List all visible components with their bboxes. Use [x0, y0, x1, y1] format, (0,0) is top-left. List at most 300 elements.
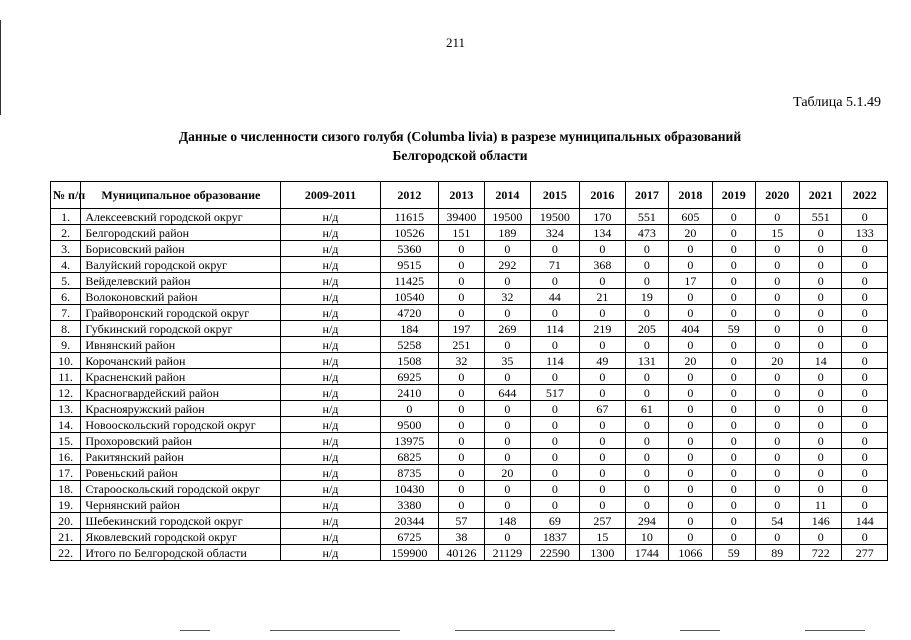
count-cell: 517 [531, 385, 580, 401]
count-cell: 605 [668, 209, 712, 225]
count-cell: 0 [668, 497, 712, 513]
count-cell: 722 [799, 545, 841, 561]
count-cell: 0 [484, 305, 531, 321]
count-cell: 0 [842, 465, 888, 481]
count-cell: 0 [842, 273, 888, 289]
count-cell: н/д [281, 433, 380, 449]
municipality-name: Краснояружский район [81, 401, 281, 417]
count-cell: 0 [579, 449, 626, 465]
table-row [51, 273, 888, 289]
count-cell: 551 [626, 209, 668, 225]
count-cell: 0 [439, 289, 484, 305]
count-cell: 0 [799, 289, 841, 305]
table-row [51, 481, 888, 497]
count-cell: 32 [439, 353, 484, 369]
row-number: 7. [51, 305, 81, 321]
table-row [51, 241, 888, 257]
count-cell: 49 [579, 353, 626, 369]
count-cell: 0 [713, 353, 755, 369]
count-cell: 0 [755, 497, 799, 513]
count-cell: 0 [799, 369, 841, 385]
count-cell: 0 [799, 417, 841, 433]
table-row [51, 465, 888, 481]
count-cell: 0 [799, 481, 841, 497]
count-cell: 0 [668, 401, 712, 417]
count-cell: 6825 [380, 449, 439, 465]
count-cell: 189 [484, 225, 531, 241]
header-year: 2019 [713, 182, 755, 209]
count-cell: 1508 [380, 353, 439, 369]
count-cell: 0 [439, 257, 484, 273]
header-year: 2016 [579, 182, 626, 209]
row-number: 12. [51, 385, 81, 401]
municipality-name: Прохоровский район [81, 433, 281, 449]
count-cell: 0 [531, 305, 580, 321]
count-cell: 0 [713, 481, 755, 497]
count-cell: 0 [713, 241, 755, 257]
table-row [51, 225, 888, 241]
count-cell: 0 [668, 481, 712, 497]
count-cell: н/д [281, 337, 380, 353]
row-number: 15. [51, 433, 81, 449]
count-cell: 368 [579, 257, 626, 273]
count-cell: 67 [579, 401, 626, 417]
count-cell: 324 [531, 225, 580, 241]
municipality-name: Вейделевский район [81, 273, 281, 289]
count-cell: 0 [531, 401, 580, 417]
count-cell: 38 [439, 529, 484, 545]
count-cell: н/д [281, 353, 380, 369]
count-cell: 0 [439, 401, 484, 417]
count-cell: 0 [484, 241, 531, 257]
count-cell: 133 [842, 225, 888, 241]
table-title [60, 127, 860, 165]
count-cell: 0 [439, 417, 484, 433]
count-cell: 114 [531, 353, 580, 369]
table-row [51, 305, 888, 321]
count-cell: 0 [579, 369, 626, 385]
count-cell: 10540 [380, 289, 439, 305]
count-cell: 8735 [380, 465, 439, 481]
count-cell: н/д [281, 321, 380, 337]
count-cell: 277 [842, 545, 888, 561]
count-cell: 0 [484, 481, 531, 497]
count-cell: 205 [626, 321, 668, 337]
count-cell: 0 [799, 273, 841, 289]
count-cell: 114 [531, 321, 580, 337]
count-cell: 0 [842, 289, 888, 305]
count-cell: 0 [439, 305, 484, 321]
count-cell: 1744 [626, 545, 668, 561]
count-cell: 0 [799, 401, 841, 417]
count-cell: 0 [713, 449, 755, 465]
count-cell: 0 [842, 529, 888, 545]
count-cell: 2410 [380, 385, 439, 401]
header-year: 2012 [380, 182, 439, 209]
count-cell: 0 [713, 401, 755, 417]
table-row [51, 401, 888, 417]
count-cell: 0 [799, 385, 841, 401]
count-cell: 0 [713, 433, 755, 449]
count-cell: 1837 [531, 529, 580, 545]
count-cell: 0 [668, 529, 712, 545]
count-cell: 0 [755, 529, 799, 545]
count-cell: 0 [380, 401, 439, 417]
table-row [51, 369, 888, 385]
count-cell: н/д [281, 529, 380, 545]
count-cell: 0 [579, 417, 626, 433]
count-cell: 0 [799, 257, 841, 273]
count-cell: 0 [799, 433, 841, 449]
row-number: 17. [51, 465, 81, 481]
count-cell: 0 [668, 369, 712, 385]
count-cell: 0 [579, 465, 626, 481]
count-cell: 19 [626, 289, 668, 305]
table-row [51, 513, 888, 529]
count-cell: 0 [626, 433, 668, 449]
count-cell: 0 [579, 481, 626, 497]
table-row [51, 321, 888, 337]
count-cell: 0 [842, 497, 888, 513]
count-cell: 0 [484, 449, 531, 465]
count-cell: 0 [668, 257, 712, 273]
count-cell: 59 [713, 321, 755, 337]
count-cell: 0 [842, 481, 888, 497]
municipality-name: Старооскольский городской округ [81, 481, 281, 497]
count-cell: 0 [842, 353, 888, 369]
count-cell: 0 [842, 209, 888, 225]
header-name: Муниципальное образование [81, 182, 281, 209]
table-row [51, 209, 888, 225]
count-cell: 159900 [380, 545, 439, 561]
count-cell: 144 [842, 513, 888, 529]
count-cell: н/д [281, 401, 380, 417]
count-cell: 0 [439, 241, 484, 257]
count-cell: н/д [281, 225, 380, 241]
count-cell: 251 [439, 337, 484, 353]
count-cell: 0 [439, 465, 484, 481]
count-cell: 0 [668, 449, 712, 465]
count-cell: 0 [626, 481, 668, 497]
count-cell: 0 [713, 337, 755, 353]
count-cell: н/д [281, 273, 380, 289]
count-cell: 0 [713, 385, 755, 401]
count-cell: 0 [626, 497, 668, 513]
row-number: 14. [51, 417, 81, 433]
count-cell: 0 [484, 497, 531, 513]
count-cell: 294 [626, 513, 668, 529]
count-cell: 0 [713, 417, 755, 433]
count-cell: 0 [626, 273, 668, 289]
count-cell: 551 [799, 209, 841, 225]
municipality-name: Волоконовский район [81, 289, 281, 305]
row-number: 1. [51, 209, 81, 225]
count-cell: н/д [281, 417, 380, 433]
count-cell: 0 [842, 385, 888, 401]
count-cell: 0 [713, 289, 755, 305]
count-cell: 22590 [531, 545, 580, 561]
count-cell: 0 [842, 369, 888, 385]
count-cell: 257 [579, 513, 626, 529]
count-cell: 11615 [380, 209, 439, 225]
count-cell: 0 [668, 433, 712, 449]
count-cell: 89 [755, 545, 799, 561]
header-year: 2013 [439, 182, 484, 209]
table-row [51, 545, 888, 561]
header-year: 2022 [842, 182, 888, 209]
count-cell: 0 [531, 481, 580, 497]
count-cell: 35 [484, 353, 531, 369]
count-cell: 0 [439, 273, 484, 289]
row-number: 9. [51, 337, 81, 353]
header-year: 2009-2011 [281, 182, 380, 209]
count-cell: 0 [713, 497, 755, 513]
municipality-name: Шебекинский городской округ [81, 513, 281, 529]
count-cell: 9515 [380, 257, 439, 273]
count-cell: 0 [626, 305, 668, 321]
table-row [51, 417, 888, 433]
count-cell: 0 [626, 257, 668, 273]
count-cell: 0 [626, 369, 668, 385]
count-cell: 0 [531, 369, 580, 385]
count-cell: 4720 [380, 305, 439, 321]
count-cell: 0 [531, 417, 580, 433]
table-row [51, 385, 888, 401]
count-cell: 69 [531, 513, 580, 529]
table-row [51, 257, 888, 273]
count-cell: 0 [713, 513, 755, 529]
count-cell: 0 [626, 337, 668, 353]
count-cell: 0 [484, 369, 531, 385]
table-row [51, 497, 888, 513]
count-cell: н/д [281, 385, 380, 401]
row-number: 2. [51, 225, 81, 241]
bottom-rule [805, 630, 865, 631]
count-cell: 0 [579, 305, 626, 321]
count-cell: 0 [626, 465, 668, 481]
row-number: 10. [51, 353, 81, 369]
count-cell: 40126 [439, 545, 484, 561]
count-cell: 0 [842, 433, 888, 449]
count-cell: 20 [484, 465, 531, 481]
municipality-name: Борисовский район [81, 241, 281, 257]
count-cell: 0 [531, 497, 580, 513]
count-cell: 0 [713, 305, 755, 321]
count-cell: 11425 [380, 273, 439, 289]
header-year: 2017 [626, 182, 668, 209]
municipality-name: Алексеевский городской округ [81, 209, 281, 225]
municipality-name: Яковлевский городской округ [81, 529, 281, 545]
count-cell: 0 [579, 337, 626, 353]
count-cell: 0 [531, 465, 580, 481]
count-cell: н/д [281, 289, 380, 305]
data-table [50, 181, 888, 561]
count-cell: 269 [484, 321, 531, 337]
count-cell: 32 [484, 289, 531, 305]
count-cell: 19500 [484, 209, 531, 225]
count-cell: 3380 [380, 497, 439, 513]
count-cell: 0 [755, 337, 799, 353]
count-cell: 44 [531, 289, 580, 305]
count-cell: 0 [755, 257, 799, 273]
municipality-name: Грайворонский городской округ [81, 305, 281, 321]
count-cell: 0 [484, 337, 531, 353]
count-cell: 10526 [380, 225, 439, 241]
row-number: 11. [51, 369, 81, 385]
count-cell: 0 [668, 417, 712, 433]
count-cell: 6925 [380, 369, 439, 385]
count-cell: 197 [439, 321, 484, 337]
bottom-rule [455, 630, 615, 631]
table-title-line-1: Данные о численности сизого голубя (Columba livia) в разрезе муниципальных образований [178, 129, 742, 144]
count-cell: 0 [755, 449, 799, 465]
count-cell: 0 [579, 433, 626, 449]
municipality-name: Итого по Белгородской области [81, 545, 281, 561]
count-cell: 0 [842, 401, 888, 417]
count-cell: 9500 [380, 417, 439, 433]
count-cell: 5258 [380, 337, 439, 353]
count-cell: 17 [668, 273, 712, 289]
table-row [51, 433, 888, 449]
header-year: 2018 [668, 182, 712, 209]
count-cell: 0 [755, 289, 799, 305]
count-cell: 20 [668, 225, 712, 241]
count-cell: 1066 [668, 545, 712, 561]
count-cell: 0 [755, 433, 799, 449]
count-cell: 13975 [380, 433, 439, 449]
municipality-name: Чернянский район [81, 497, 281, 513]
count-cell: 0 [668, 385, 712, 401]
count-cell: 0 [842, 257, 888, 273]
count-cell: 0 [668, 465, 712, 481]
count-cell: 0 [842, 241, 888, 257]
count-cell: 20 [755, 353, 799, 369]
count-cell: н/д [281, 481, 380, 497]
count-cell: 0 [755, 481, 799, 497]
header-row [51, 182, 888, 209]
municipality-name: Ровеньский район [81, 465, 281, 481]
count-cell: 0 [842, 305, 888, 321]
bottom-rule [180, 630, 210, 631]
count-cell: 0 [713, 273, 755, 289]
count-cell: 644 [484, 385, 531, 401]
count-cell: 0 [484, 273, 531, 289]
count-cell: 0 [755, 321, 799, 337]
municipality-name: Ивнянский район [81, 337, 281, 353]
table-body [51, 209, 888, 561]
count-cell: 0 [579, 385, 626, 401]
count-cell: 0 [626, 417, 668, 433]
count-cell: н/д [281, 449, 380, 465]
count-cell: 0 [799, 241, 841, 257]
count-cell: 0 [713, 225, 755, 241]
count-cell: 1300 [579, 545, 626, 561]
count-cell: н/д [281, 513, 380, 529]
row-number: 21. [51, 529, 81, 545]
count-cell: 0 [668, 289, 712, 305]
municipality-name: Новооскольский городской округ [81, 417, 281, 433]
count-cell: 61 [626, 401, 668, 417]
count-cell: 39400 [439, 209, 484, 225]
count-cell: 5360 [380, 241, 439, 257]
count-cell: 0 [799, 225, 841, 241]
count-cell: 0 [713, 369, 755, 385]
count-cell: 0 [626, 385, 668, 401]
municipality-name: Красненский район [81, 369, 281, 385]
row-number: 20. [51, 513, 81, 529]
count-cell: 0 [713, 465, 755, 481]
count-cell: 71 [531, 257, 580, 273]
count-cell: 19500 [531, 209, 580, 225]
count-cell: 131 [626, 353, 668, 369]
municipality-name: Валуйский городской округ [81, 257, 281, 273]
count-cell: 0 [439, 385, 484, 401]
table-row [51, 337, 888, 353]
count-cell: 170 [579, 209, 626, 225]
count-cell: 11 [799, 497, 841, 513]
count-cell: 0 [799, 449, 841, 465]
header-num: № п/п [51, 182, 81, 209]
count-cell: 15 [579, 529, 626, 545]
count-cell: 20 [668, 353, 712, 369]
count-cell: 404 [668, 321, 712, 337]
row-number: 3. [51, 241, 81, 257]
row-number: 16. [51, 449, 81, 465]
bottom-rule [680, 630, 720, 631]
count-cell: 0 [668, 305, 712, 321]
count-cell: 0 [531, 449, 580, 465]
count-cell: 0 [439, 449, 484, 465]
municipality-name: Красногвардейский район [81, 385, 281, 401]
count-cell: 6725 [380, 529, 439, 545]
municipality-name: Корочанский район [81, 353, 281, 369]
count-cell: 0 [668, 337, 712, 353]
count-cell: 0 [799, 529, 841, 545]
count-cell: 0 [755, 305, 799, 321]
count-cell: 473 [626, 225, 668, 241]
count-cell: 0 [531, 433, 580, 449]
header-year: 2021 [799, 182, 841, 209]
count-cell: 0 [531, 337, 580, 353]
count-cell: 0 [755, 273, 799, 289]
count-cell: 0 [439, 497, 484, 513]
row-number: 6. [51, 289, 81, 305]
count-cell: 0 [579, 273, 626, 289]
count-cell: 0 [842, 449, 888, 465]
count-cell: н/д [281, 545, 380, 561]
count-cell: 0 [531, 241, 580, 257]
table-title-line-2: Белгородской области [392, 148, 528, 163]
count-cell: 54 [755, 513, 799, 529]
count-cell: 0 [799, 305, 841, 321]
row-number: 19. [51, 497, 81, 513]
count-cell: 20344 [380, 513, 439, 529]
count-cell: 184 [380, 321, 439, 337]
table-row [51, 289, 888, 305]
count-cell: н/д [281, 257, 380, 273]
count-cell: 15 [755, 225, 799, 241]
count-cell: 0 [439, 369, 484, 385]
count-cell: 219 [579, 321, 626, 337]
count-cell: 0 [799, 337, 841, 353]
count-cell: 0 [755, 369, 799, 385]
count-cell: 0 [842, 321, 888, 337]
bottom-rule [270, 630, 400, 631]
count-cell: н/д [281, 369, 380, 385]
table-row [51, 353, 888, 369]
count-cell: 0 [439, 481, 484, 497]
count-cell: 0 [713, 257, 755, 273]
